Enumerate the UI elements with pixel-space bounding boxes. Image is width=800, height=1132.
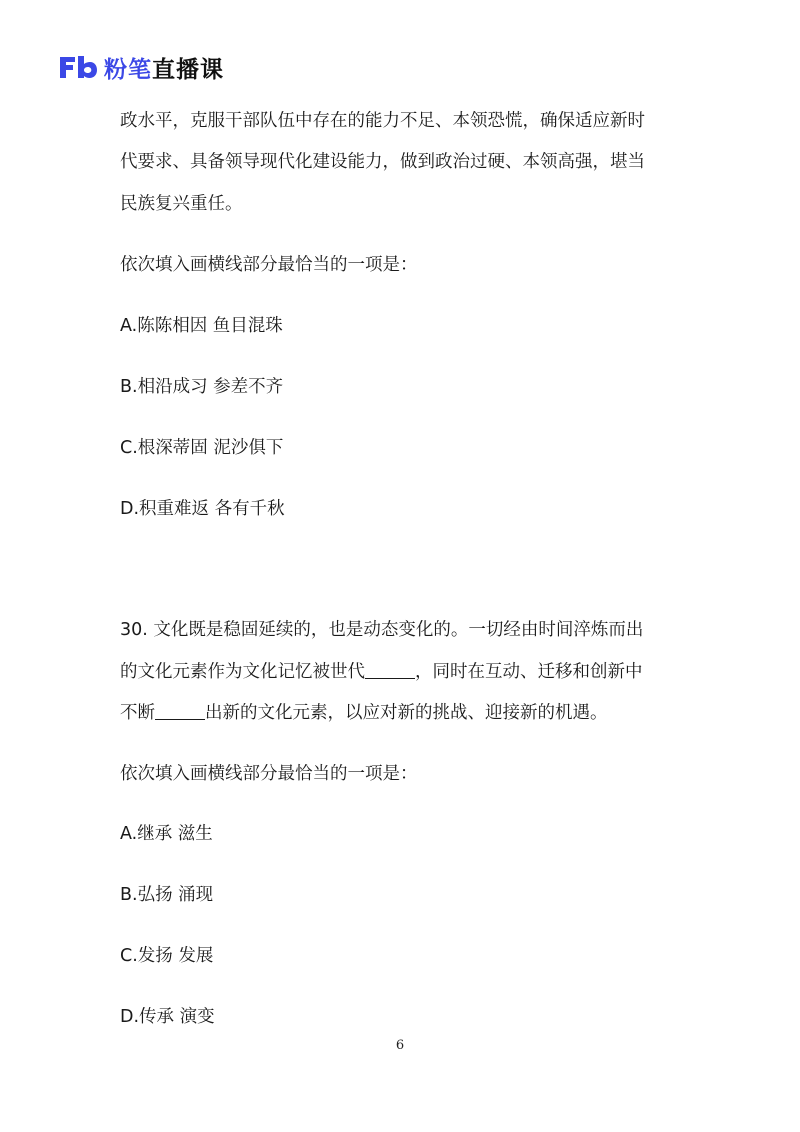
q30-option-c: C.发扬 发展 (120, 946, 214, 966)
brand-part2: 直播课 (152, 56, 224, 83)
q29-option-c: C.根深蒂固 泥沙俱下 (120, 438, 284, 458)
q30-prompt: 依次填入画横线部分最恰当的一项是： (120, 764, 418, 784)
brand-name (104, 51, 224, 84)
q30-stem-text: ，同时在互动、迁移和创新中 (415, 662, 643, 682)
q30-stem-line1: 30. 文化既是稳固延续的，也是动态变化的。一切经由时间淬炼而出 (120, 620, 644, 640)
q30-option-b: B.弘扬 涌现 (120, 885, 214, 905)
q30-stem-text: 不断 (120, 703, 155, 723)
fb-logo-icon (58, 54, 98, 80)
passage-line: 民族复兴重任。 (120, 194, 243, 214)
q30-stem-text: 出新的文化元素，以应对新的挑战、迎接新的机遇。 (205, 703, 608, 723)
q30-option-a: A.继承 滋生 (120, 824, 213, 844)
q29-option-b: B.相沿成习 参差不齐 (120, 377, 284, 397)
q30-stem-line3 (120, 701, 608, 725)
passage-line: 代要求、具备领导现代化建设能力，做到政治过硬、本领高强，堪当 (120, 152, 645, 172)
q30-stem-text: 的文化元素作为文化记忆被世代 (120, 662, 365, 682)
page-number: 6 (395, 1038, 405, 1053)
fill-blank-2 (155, 701, 205, 720)
brand-part1: 粉笔 (104, 56, 152, 83)
fill-blank-1 (365, 660, 415, 679)
passage-line: 政水平，克服干部队伍中存在的能力不足、本领恐慌，确保适应新时 (120, 111, 645, 131)
q29-option-a: A.陈陈相因 鱼目混珠 (120, 316, 283, 336)
q29-prompt: 依次填入画横线部分最恰当的一项是： (120, 255, 418, 275)
q30-option-d: D.传承 演变 (120, 1007, 215, 1027)
page-header (58, 52, 224, 82)
q29-option-d: D.积重难返 各有千秋 (120, 499, 285, 519)
q30-stem-line2 (120, 660, 643, 684)
